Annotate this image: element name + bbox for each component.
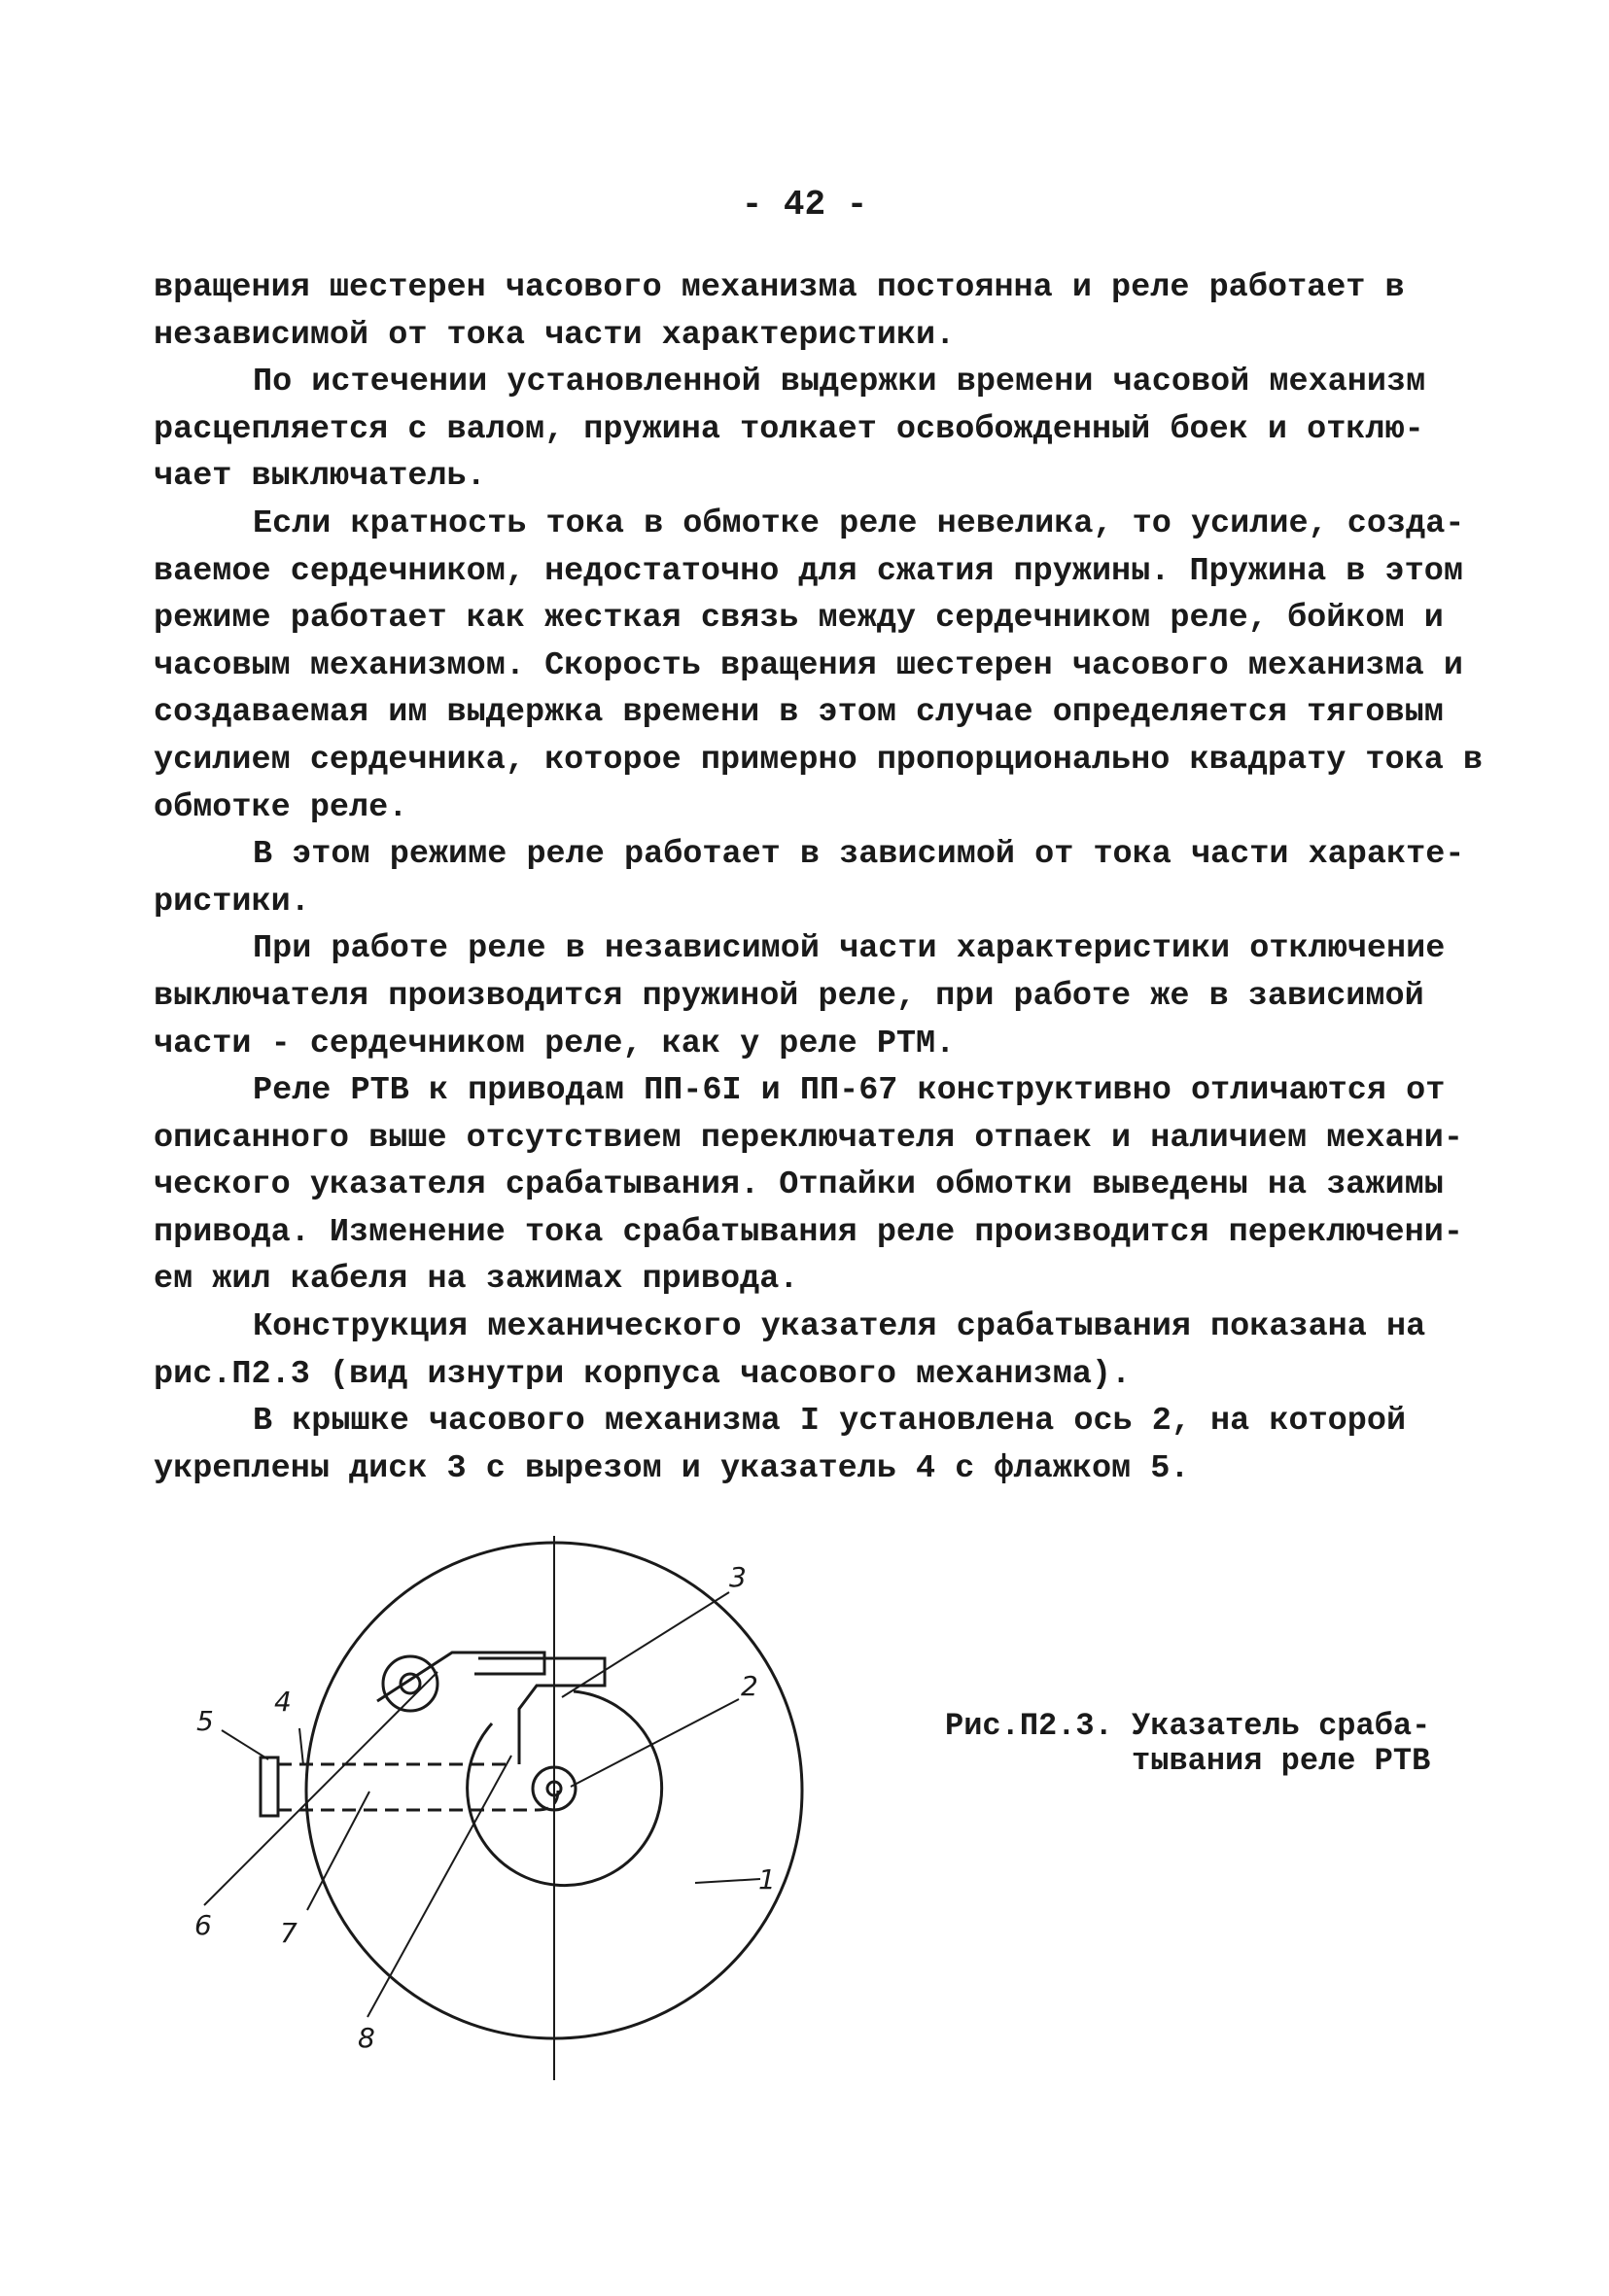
figure-label-7: 7 bbox=[280, 1917, 297, 1949]
text-line: обмотке реле. bbox=[154, 788, 408, 826]
text-line: В крышке часового механизма I установлена ось 2, на которой bbox=[253, 1403, 1407, 1441]
paragraph-7 bbox=[154, 1304, 1486, 1398]
text-line: привода. Изменение тока срабатывания реле производится переключени- bbox=[154, 1213, 1463, 1251]
figure-label-2: 2 bbox=[741, 1670, 758, 1702]
indicator-diagram bbox=[165, 1536, 904, 2100]
figure-label-1: 1 bbox=[758, 1863, 776, 1896]
figure-drawing bbox=[165, 1536, 904, 2100]
text-line: По истечении установленной выдержки времени часовой механизм bbox=[253, 364, 1426, 401]
text-line: описанного выше отсутствием переключателя отпаек и наличием механи- bbox=[154, 1119, 1463, 1157]
caption-line: тывания реле РТВ bbox=[945, 1743, 1431, 1779]
leader-line-7 bbox=[307, 1792, 369, 1910]
text-line: Реле РТВ к приводам ПП-6I и ПП-67 конструктивно отличаются от bbox=[253, 1072, 1446, 1110]
text-line: вращения шестерен часового механизма постоянна и реле работает в bbox=[154, 269, 1405, 306]
text-line: ческого указателя срабатывания. Отпайки обмотки выведены на зажимы bbox=[154, 1166, 1444, 1204]
text-line: выключателя производится пружиной реле, при работе же в зависимой bbox=[154, 977, 1424, 1015]
leader-line-2 bbox=[571, 1699, 739, 1787]
text-line: При работе реле в независимой части характеристики отключение bbox=[253, 930, 1446, 968]
leader-line-4 bbox=[299, 1728, 303, 1765]
caption-line: Рис.П2.3. Указатель сраба- bbox=[945, 1708, 1431, 1744]
leader-line-1 bbox=[695, 1879, 760, 1883]
figure-caption bbox=[945, 1709, 1430, 1779]
text-line: часовым механизмом. Скорость вращения шестерен часового механизма и bbox=[154, 646, 1463, 684]
body-text bbox=[154, 264, 1486, 1492]
paragraph-2 bbox=[154, 359, 1486, 501]
paragraph-4 bbox=[154, 831, 1486, 925]
text-line: В этом режиме реле работает в зависимой от тока части характе- bbox=[253, 836, 1465, 874]
figure-label-8: 8 bbox=[358, 2022, 375, 2054]
paragraph-5 bbox=[154, 925, 1486, 1067]
lever-pivot-outer bbox=[383, 1656, 437, 1711]
text-line: ваемое сердечником, недостаточно для сжатия пружины. Пружина в этом bbox=[154, 552, 1463, 590]
text-line: создаваемая им выдержка времени в этом случае определяется тяговым bbox=[154, 694, 1444, 732]
text-line: режиме работает как жесткая связь между сердечником реле, бойком и bbox=[154, 600, 1444, 638]
text-line: чает выключатель. bbox=[154, 458, 486, 496]
figure-label-6: 6 bbox=[194, 1909, 212, 1941]
indicator-arm bbox=[278, 1764, 558, 1810]
paragraph-1 bbox=[154, 264, 1486, 359]
paragraph-8 bbox=[154, 1398, 1486, 1492]
text-line: ристики. bbox=[154, 883, 310, 921]
figure-label-4: 4 bbox=[274, 1686, 292, 1718]
text-line: независимой от тока части характеристики. bbox=[154, 316, 956, 354]
text-line: укреплены диск 3 с вырезом и указатель 4 с флажком 5. bbox=[154, 1449, 1190, 1487]
flag bbox=[261, 1757, 278, 1816]
text-line: усилием сердечника, которое примерно пропорционально квадрату тока в bbox=[154, 741, 1484, 779]
text-line: расцепляется с валом, пружина толкает освобожденный боек и отклю- bbox=[154, 410, 1424, 448]
paragraph-6 bbox=[154, 1067, 1486, 1304]
page-number: - 42 - bbox=[741, 185, 868, 225]
leader-line-3 bbox=[562, 1592, 729, 1697]
text-line: рис.П2.3 (вид изнутри корпуса часового механизма). bbox=[154, 1355, 1132, 1393]
leader-line-8 bbox=[367, 1756, 511, 2017]
leader-line-5 bbox=[222, 1730, 268, 1759]
text-line: Конструкция механического указателя срабатывания показана на bbox=[253, 1308, 1426, 1346]
text-line: ем жил кабеля на зажимах привода. bbox=[154, 1261, 799, 1299]
paragraph-3 bbox=[154, 501, 1486, 831]
text-line: Если кратность тока в обмотке реле невелика, то усилие, созда- bbox=[253, 504, 1465, 542]
text-line: части - сердечником реле, как у реле РТМ. bbox=[154, 1025, 956, 1062]
figure-label-5: 5 bbox=[196, 1705, 214, 1737]
figure-label-3: 3 bbox=[729, 1561, 747, 1593]
cut-disc bbox=[468, 1691, 662, 1886]
